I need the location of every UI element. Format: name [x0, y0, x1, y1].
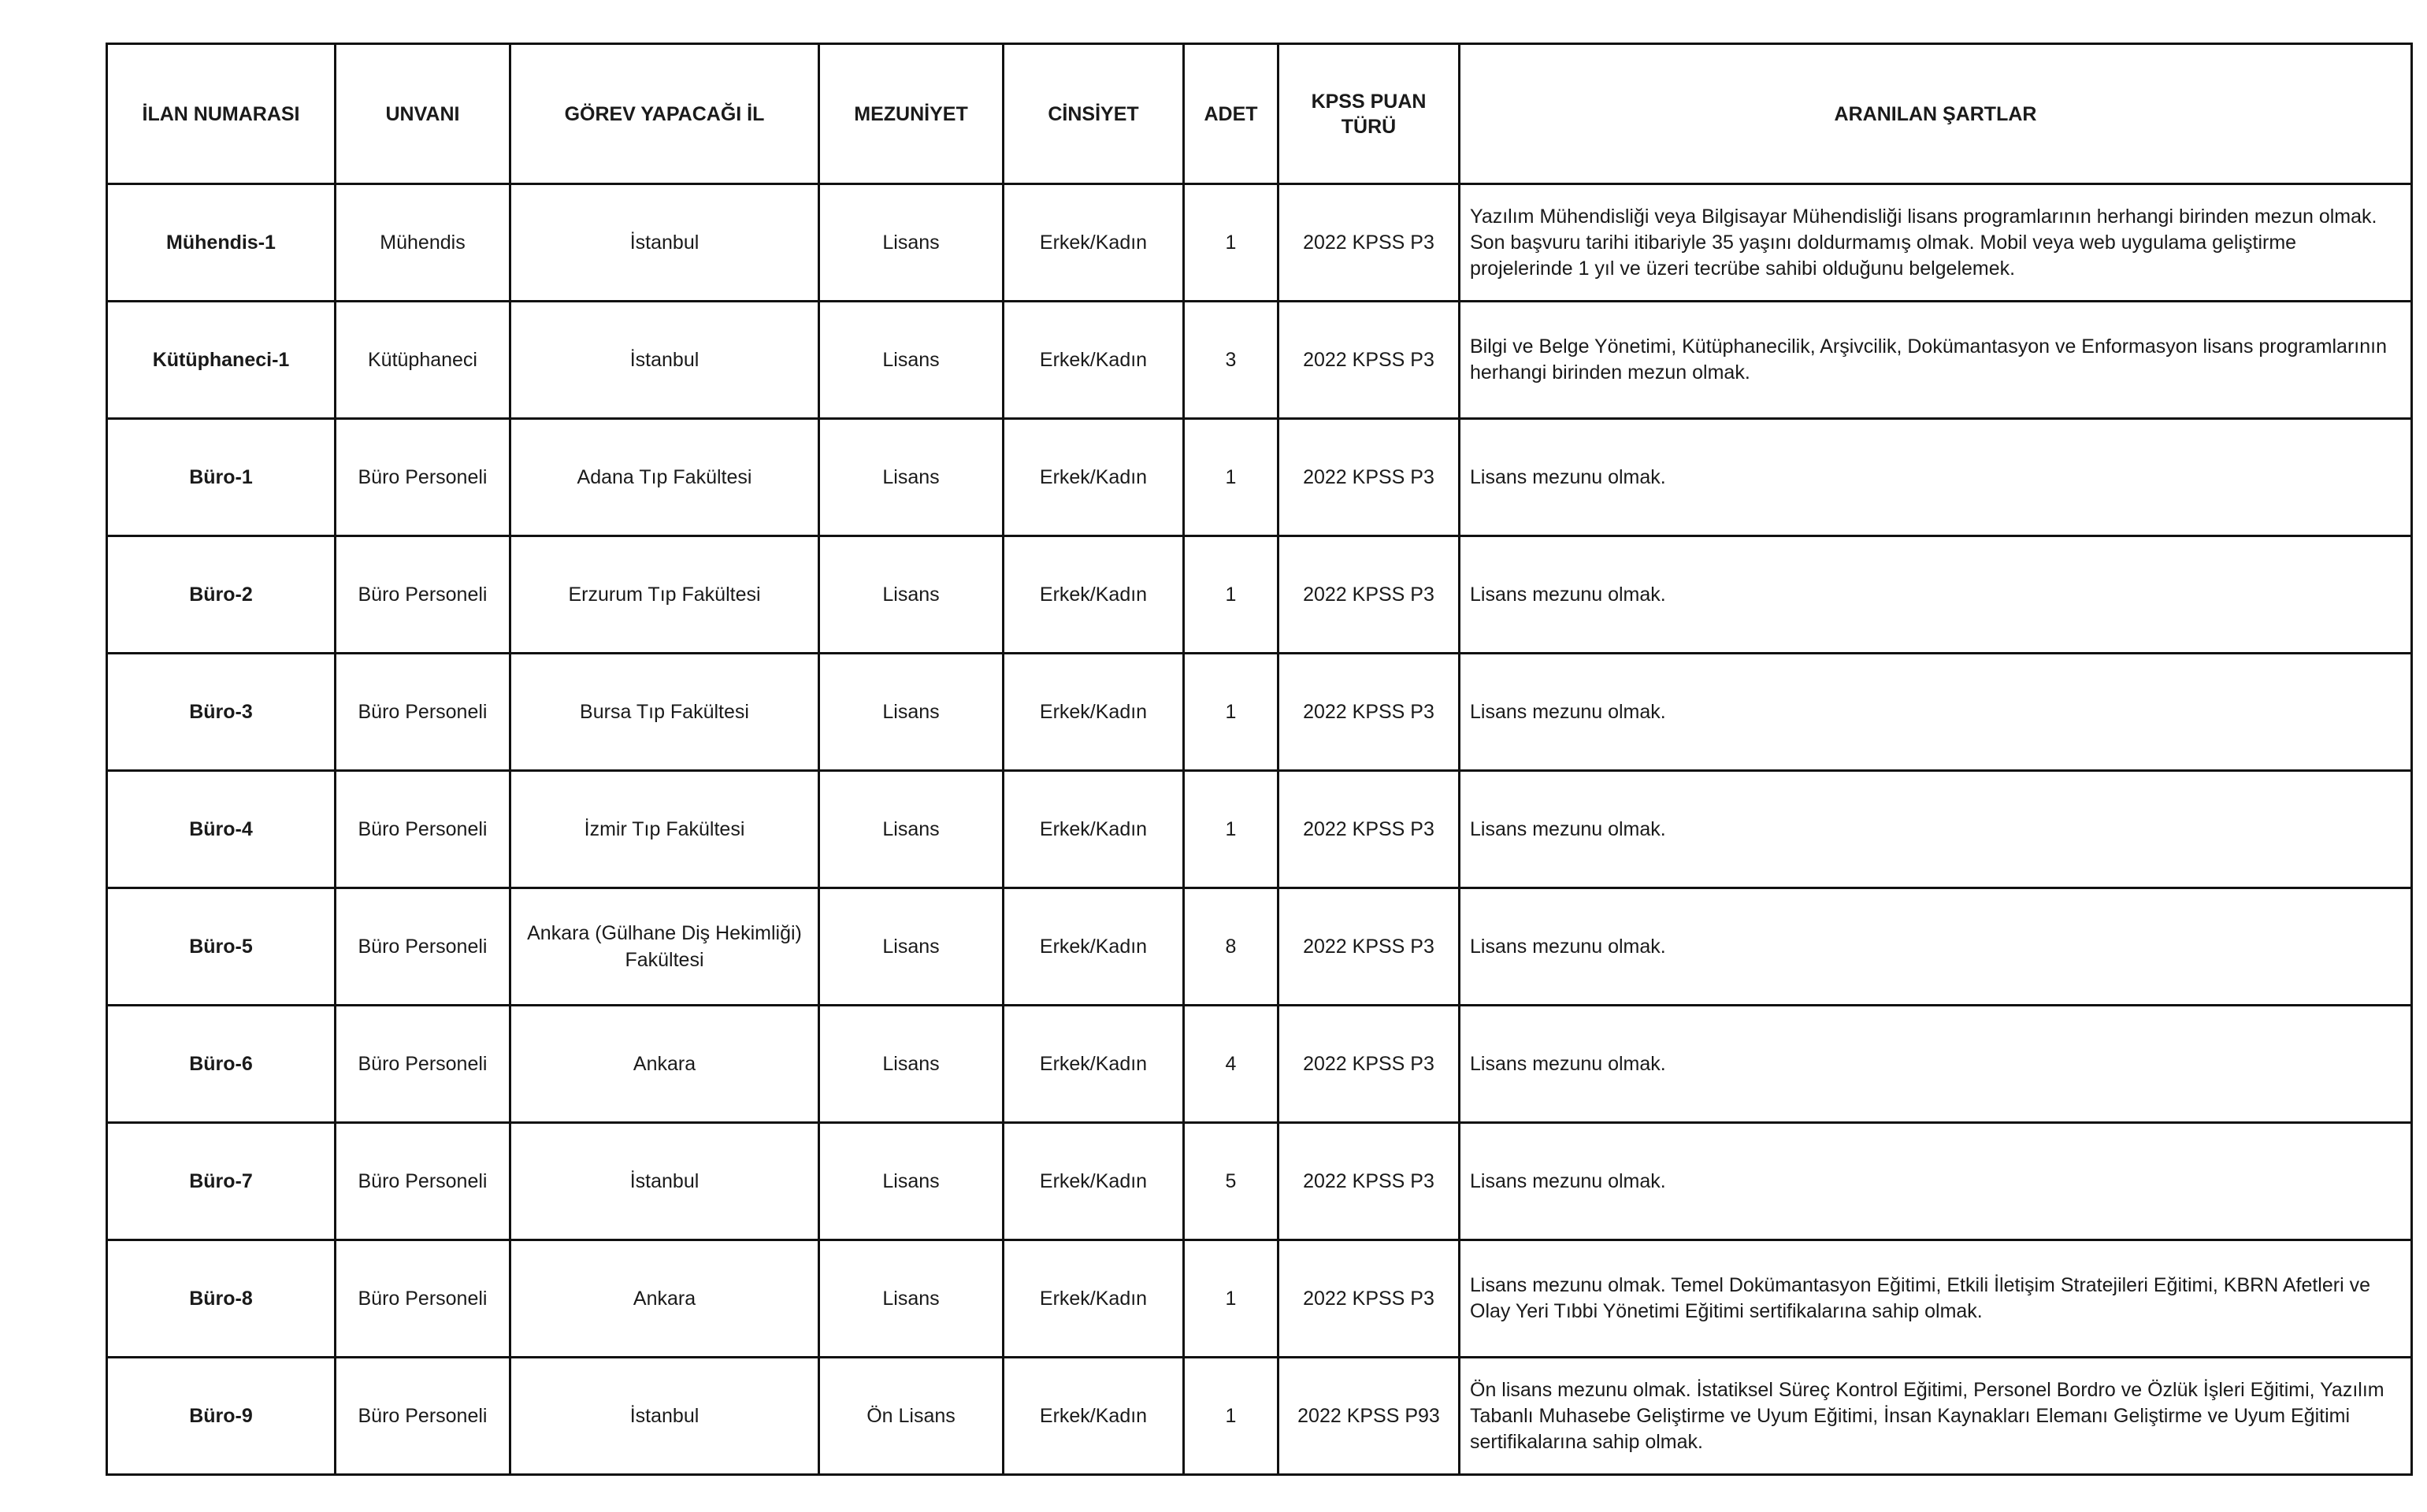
table-row	[107, 536, 2412, 654]
cell-unvani: Büro Personeli	[336, 1358, 510, 1475]
cell-gorev-yapacagi-il: İstanbul	[510, 1358, 819, 1475]
cell-aranilan-sartlar: Lisans mezunu olmak.	[1460, 654, 2412, 771]
table-row	[107, 1240, 2412, 1358]
cell-unvani: Büro Personeli	[336, 654, 510, 771]
cell-gorev-yapacagi-il: İstanbul	[510, 1123, 819, 1240]
cell-kpss-puan-turu: 2022 KPSS P3	[1278, 771, 1460, 888]
cell-ilan-numarasi: Büro-2	[107, 536, 336, 654]
cell-unvani: Büro Personeli	[336, 888, 510, 1006]
cell-mezuniyet: Lisans	[819, 536, 1004, 654]
table-row	[107, 302, 2412, 419]
cell-cinsiyet: Erkek/Kadın	[1004, 1123, 1184, 1240]
cell-ilan-numarasi: Mühendis-1	[107, 184, 336, 302]
header-mezuniyet: MEZUNİYET	[819, 44, 1004, 184]
table-row	[107, 888, 2412, 1006]
cell-gorev-yapacagi-il: Ankara	[510, 1240, 819, 1358]
cell-cinsiyet: Erkek/Kadın	[1004, 771, 1184, 888]
cell-mezuniyet: Lisans	[819, 419, 1004, 536]
cell-unvani: Büro Personeli	[336, 771, 510, 888]
cell-cinsiyet: Erkek/Kadın	[1004, 536, 1184, 654]
header-unvani: UNVANI	[336, 44, 510, 184]
cell-adet: 1	[1184, 184, 1278, 302]
table-header	[107, 44, 2412, 184]
cell-kpss-puan-turu: 2022 KPSS P3	[1278, 536, 1460, 654]
cell-ilan-numarasi: Büro-6	[107, 1006, 336, 1123]
table-row	[107, 1006, 2412, 1123]
cell-unvani: Kütüphaneci	[336, 302, 510, 419]
cell-gorev-yapacagi-il: İstanbul	[510, 302, 819, 419]
cell-ilan-numarasi: Büro-5	[107, 888, 336, 1006]
table-row	[107, 654, 2412, 771]
cell-aranilan-sartlar: Lisans mezunu olmak.	[1460, 888, 2412, 1006]
cell-cinsiyet: Erkek/Kadın	[1004, 888, 1184, 1006]
cell-adet: 3	[1184, 302, 1278, 419]
cell-aranilan-sartlar: Bilgi ve Belge Yönetimi, Kütüphanecilik, Arşivcilik, Dokümantasyon ve Enformasyon lisans programlarının herhangi birinden mezun olmak.	[1460, 302, 2412, 419]
cell-adet: 5	[1184, 1123, 1278, 1240]
cell-ilan-numarasi: Büro-4	[107, 771, 336, 888]
header-aranilan-sartlar: ARANILAN ŞARTLAR	[1460, 44, 2412, 184]
cell-kpss-puan-turu: 2022 KPSS P3	[1278, 302, 1460, 419]
cell-kpss-puan-turu: 2022 KPSS P93	[1278, 1358, 1460, 1475]
cell-adet: 1	[1184, 419, 1278, 536]
cell-gorev-yapacagi-il: Adana Tıp Fakültesi	[510, 419, 819, 536]
header-kpss-puan-turu: KPSS PUAN TÜRÜ	[1278, 44, 1460, 184]
cell-kpss-puan-turu: 2022 KPSS P3	[1278, 419, 1460, 536]
cell-mezuniyet: Lisans	[819, 1240, 1004, 1358]
table-row	[107, 1123, 2412, 1240]
cell-aranilan-sartlar: Lisans mezunu olmak.	[1460, 771, 2412, 888]
cell-unvani: Büro Personeli	[336, 1123, 510, 1240]
cell-ilan-numarasi: Kütüphaneci-1	[107, 302, 336, 419]
cell-ilan-numarasi: Büro-8	[107, 1240, 336, 1358]
cell-gorev-yapacagi-il: İzmir Tıp Fakültesi	[510, 771, 819, 888]
cell-gorev-yapacagi-il: Ankara (Gülhane Diş Hekimliği) Fakültesi	[510, 888, 819, 1006]
cell-ilan-numarasi: Büro-1	[107, 419, 336, 536]
cell-adet: 1	[1184, 771, 1278, 888]
header-ilan-numarasi: İLAN NUMARASI	[107, 44, 336, 184]
cell-kpss-puan-turu: 2022 KPSS P3	[1278, 1240, 1460, 1358]
cell-unvani: Büro Personeli	[336, 419, 510, 536]
table-row	[107, 184, 2412, 302]
table-row	[107, 1358, 2412, 1475]
cell-unvani: Büro Personeli	[336, 1240, 510, 1358]
cell-aranilan-sartlar: Lisans mezunu olmak.	[1460, 419, 2412, 536]
cell-mezuniyet: Lisans	[819, 184, 1004, 302]
cell-ilan-numarasi: Büro-9	[107, 1358, 336, 1475]
cell-unvani: Büro Personeli	[336, 1006, 510, 1123]
cell-cinsiyet: Erkek/Kadın	[1004, 654, 1184, 771]
cell-kpss-puan-turu: 2022 KPSS P3	[1278, 888, 1460, 1006]
cell-gorev-yapacagi-il: Erzurum Tıp Fakültesi	[510, 536, 819, 654]
cell-gorev-yapacagi-il: İstanbul	[510, 184, 819, 302]
cell-mezuniyet: Ön Lisans	[819, 1358, 1004, 1475]
cell-cinsiyet: Erkek/Kadın	[1004, 1358, 1184, 1475]
cell-adet: 4	[1184, 1006, 1278, 1123]
cell-aranilan-sartlar: Ön lisans mezunu olmak. İstatiksel Süreç Kontrol Eğitimi, Personel Bordro ve Özlük İşleri Eğitimi, Yazılım Tabanlı Muhasebe Geliştirme ve Uyum Eğitimi, İnsan Kaynakları Elemanı Geliştirme ve Uyum Eğitimi sertifikalarına sahip olmak.	[1460, 1358, 2412, 1475]
cell-ilan-numarasi: Büro-3	[107, 654, 336, 771]
cell-kpss-puan-turu: 2022 KPSS P3	[1278, 1006, 1460, 1123]
cell-adet: 1	[1184, 536, 1278, 654]
cell-aranilan-sartlar: Lisans mezunu olmak.	[1460, 1123, 2412, 1240]
cell-cinsiyet: Erkek/Kadın	[1004, 302, 1184, 419]
cell-kpss-puan-turu: 2022 KPSS P3	[1278, 1123, 1460, 1240]
header-cinsiyet: CİNSİYET	[1004, 44, 1184, 184]
table-body	[107, 184, 2412, 1475]
cell-kpss-puan-turu: 2022 KPSS P3	[1278, 184, 1460, 302]
cell-unvani: Büro Personeli	[336, 536, 510, 654]
cell-adet: 1	[1184, 654, 1278, 771]
cell-aranilan-sartlar: Lisans mezunu olmak. Temel Dokümantasyon Eğitimi, Etkili İletişim Stratejileri Eğitimi, KBRN Afetleri ve Olay Yeri Tıbbi Yönetimi Eğitimi sertifikalarına sahip olmak.	[1460, 1240, 2412, 1358]
cell-aranilan-sartlar: Yazılım Mühendisliği veya Bilgisayar Mühendisliği lisans programlarının herhangi birinden mezun olmak. Son başvuru tarihi itibariyle 35 yaşını doldurmamış olmak. Mobil veya web uygulama geliştirme projelerinde 1 yıl ve üzeri tecrübe sahibi olduğunu belgelemek.	[1460, 184, 2412, 302]
cell-cinsiyet: Erkek/Kadın	[1004, 419, 1184, 536]
cell-mezuniyet: Lisans	[819, 771, 1004, 888]
table-row	[107, 419, 2412, 536]
job-listing-table	[106, 43, 2413, 1476]
cell-mezuniyet: Lisans	[819, 888, 1004, 1006]
header-gorev-yapacagi-il: GÖREV YAPACAĞI İL	[510, 44, 819, 184]
cell-ilan-numarasi: Büro-7	[107, 1123, 336, 1240]
cell-adet: 1	[1184, 1358, 1278, 1475]
cell-cinsiyet: Erkek/Kadın	[1004, 184, 1184, 302]
cell-cinsiyet: Erkek/Kadın	[1004, 1240, 1184, 1358]
cell-mezuniyet: Lisans	[819, 1006, 1004, 1123]
cell-cinsiyet: Erkek/Kadın	[1004, 1006, 1184, 1123]
cell-mezuniyet: Lisans	[819, 1123, 1004, 1240]
cell-aranilan-sartlar: Lisans mezunu olmak.	[1460, 1006, 2412, 1123]
cell-gorev-yapacagi-il: Bursa Tıp Fakültesi	[510, 654, 819, 771]
cell-unvani: Mühendis	[336, 184, 510, 302]
cell-mezuniyet: Lisans	[819, 302, 1004, 419]
header-row	[107, 44, 2412, 184]
cell-kpss-puan-turu: 2022 KPSS P3	[1278, 654, 1460, 771]
cell-aranilan-sartlar: Lisans mezunu olmak.	[1460, 536, 2412, 654]
cell-gorev-yapacagi-il: Ankara	[510, 1006, 819, 1123]
cell-adet: 1	[1184, 1240, 1278, 1358]
cell-mezuniyet: Lisans	[819, 654, 1004, 771]
cell-adet: 8	[1184, 888, 1278, 1006]
table-row	[107, 771, 2412, 888]
header-adet: ADET	[1184, 44, 1278, 184]
